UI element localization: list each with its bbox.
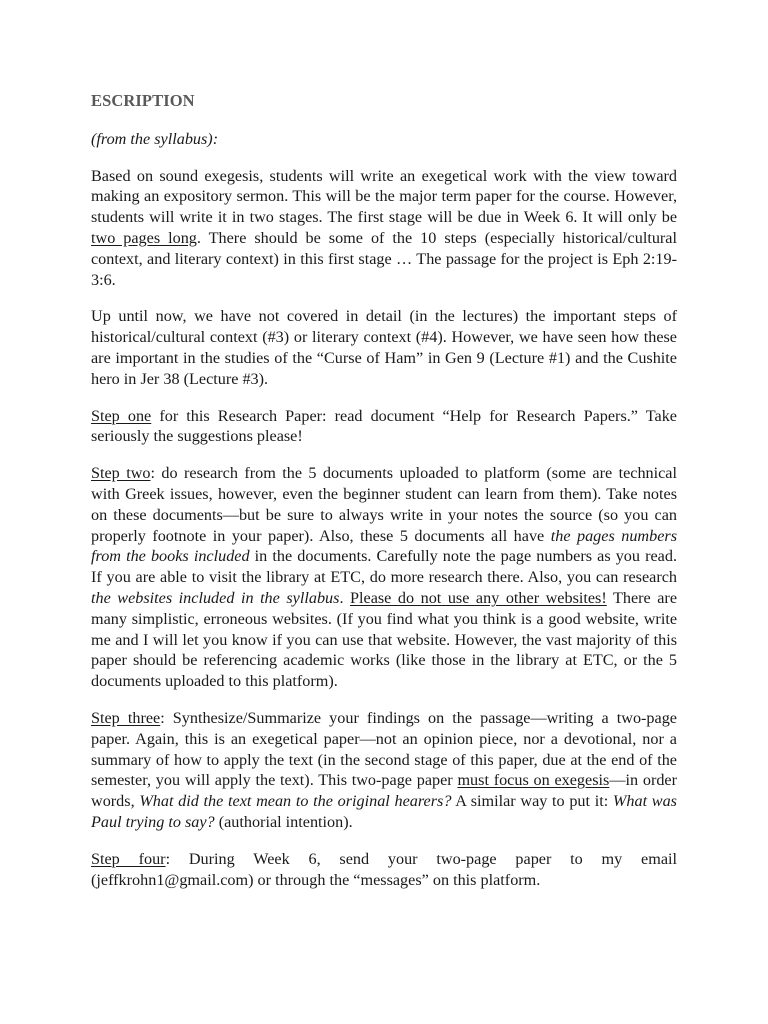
step-three-italic-2: What was Paul trying to say?	[91, 792, 677, 831]
paragraph-step-three	[91, 708, 677, 833]
paragraph-step-one	[91, 406, 677, 448]
two-pages-long-underlined: two pages long	[91, 228, 197, 247]
paragraph-step-two	[91, 463, 677, 692]
step-three-text-2: —in order words,	[91, 771, 678, 811]
syllabus-note: (from the syllabus):	[91, 129, 219, 148]
paragraph-step-four	[91, 849, 677, 891]
intro-text-1: Based on sound exegesis, students will write an exegetical work with the view toward making an expository sermon. This will be the major term paper for the course. However, students will write it in two stages. The first stage will be due in Week 6. It will only be	[91, 166, 677, 227]
intro-text-2: . There should be some of the 10 steps (especially historical/cultural context, and literary context) in this first stage … The passage for the project is Eph 2:19-3:6.	[91, 228, 677, 289]
section-heading: ESCRIPTION	[91, 91, 195, 110]
step-two-text-1: : do research from the 5 documents uploaded to platform (some are technical with Greek issues, however, even the beginner student can learn from them). Take notes on these documents—but be sure to always write in your notes the source (so you can properly footnote in your paper). Also, these 5 documents all have	[91, 464, 677, 545]
no-other-websites-underlined: Please do not use any other websites!	[350, 588, 607, 607]
step-one-label: Step one	[91, 406, 152, 425]
step-two-text-2: in the documents. Carefully note the page numbers as you read. If you are able to visit the library at ETC, do more research there. Also, you can research	[91, 547, 678, 587]
focus-on-exegesis-underlined: must focus on exegesis	[457, 771, 610, 790]
step-two-italic-2: the websites included in the syllabus	[91, 588, 340, 607]
document-page	[91, 91, 677, 906]
step-two-italic-1: the pages numbers from the books included	[91, 526, 678, 566]
paragraph-context: Up until now, we have not covered in detail (in the lectures) the important steps of historical/cultural context (#3) or literary context (#4). However, we have seen how these are important in the studies of the “Curse of Ham” in Gen 9 (Lecture #1) and the Cushite hero in Jer 38 (Lecture #3).	[91, 307, 677, 388]
step-four-text: : During Week 6, send your two-page paper to my email (jeffkrohn1@gmail.com) or through the “messages” on this platform.	[91, 849, 678, 889]
step-two-label: Step two	[91, 464, 151, 483]
step-four-label: Step four	[91, 849, 166, 868]
step-three-text-3: A similar way to put it:	[451, 792, 613, 811]
step-two-text-4: There are many simplistic, erroneous websites. (If you find what you think is a good website, write me and I will let you know if you can use that website. However, the vast majority of this paper should be referencing academic works (like those in the library at ETC, or the 5 documents uploaded to this platform).	[91, 588, 678, 691]
step-three-text-1: : Synthesize/Summarize your findings on the passage—writing a two-page paper. Again, this is an exegetical paper—not an opinion piece, nor a devotional, nor a summary of how to apply the text (in the second stage of this paper, due at the end of the semester, you will apply the text). This two-page paper	[91, 708, 677, 790]
step-three-text-4: (authorial intention).	[214, 812, 353, 831]
step-three-italic-1: What did the text mean to the original hearers?	[139, 792, 452, 811]
paragraph-intro	[91, 166, 677, 291]
step-one-text: for this Research Paper: read document “Help for Research Papers.” Take seriously the suggestions please!	[91, 406, 677, 446]
step-three-label: Step three	[91, 708, 161, 727]
step-two-text-3: .	[339, 588, 351, 607]
